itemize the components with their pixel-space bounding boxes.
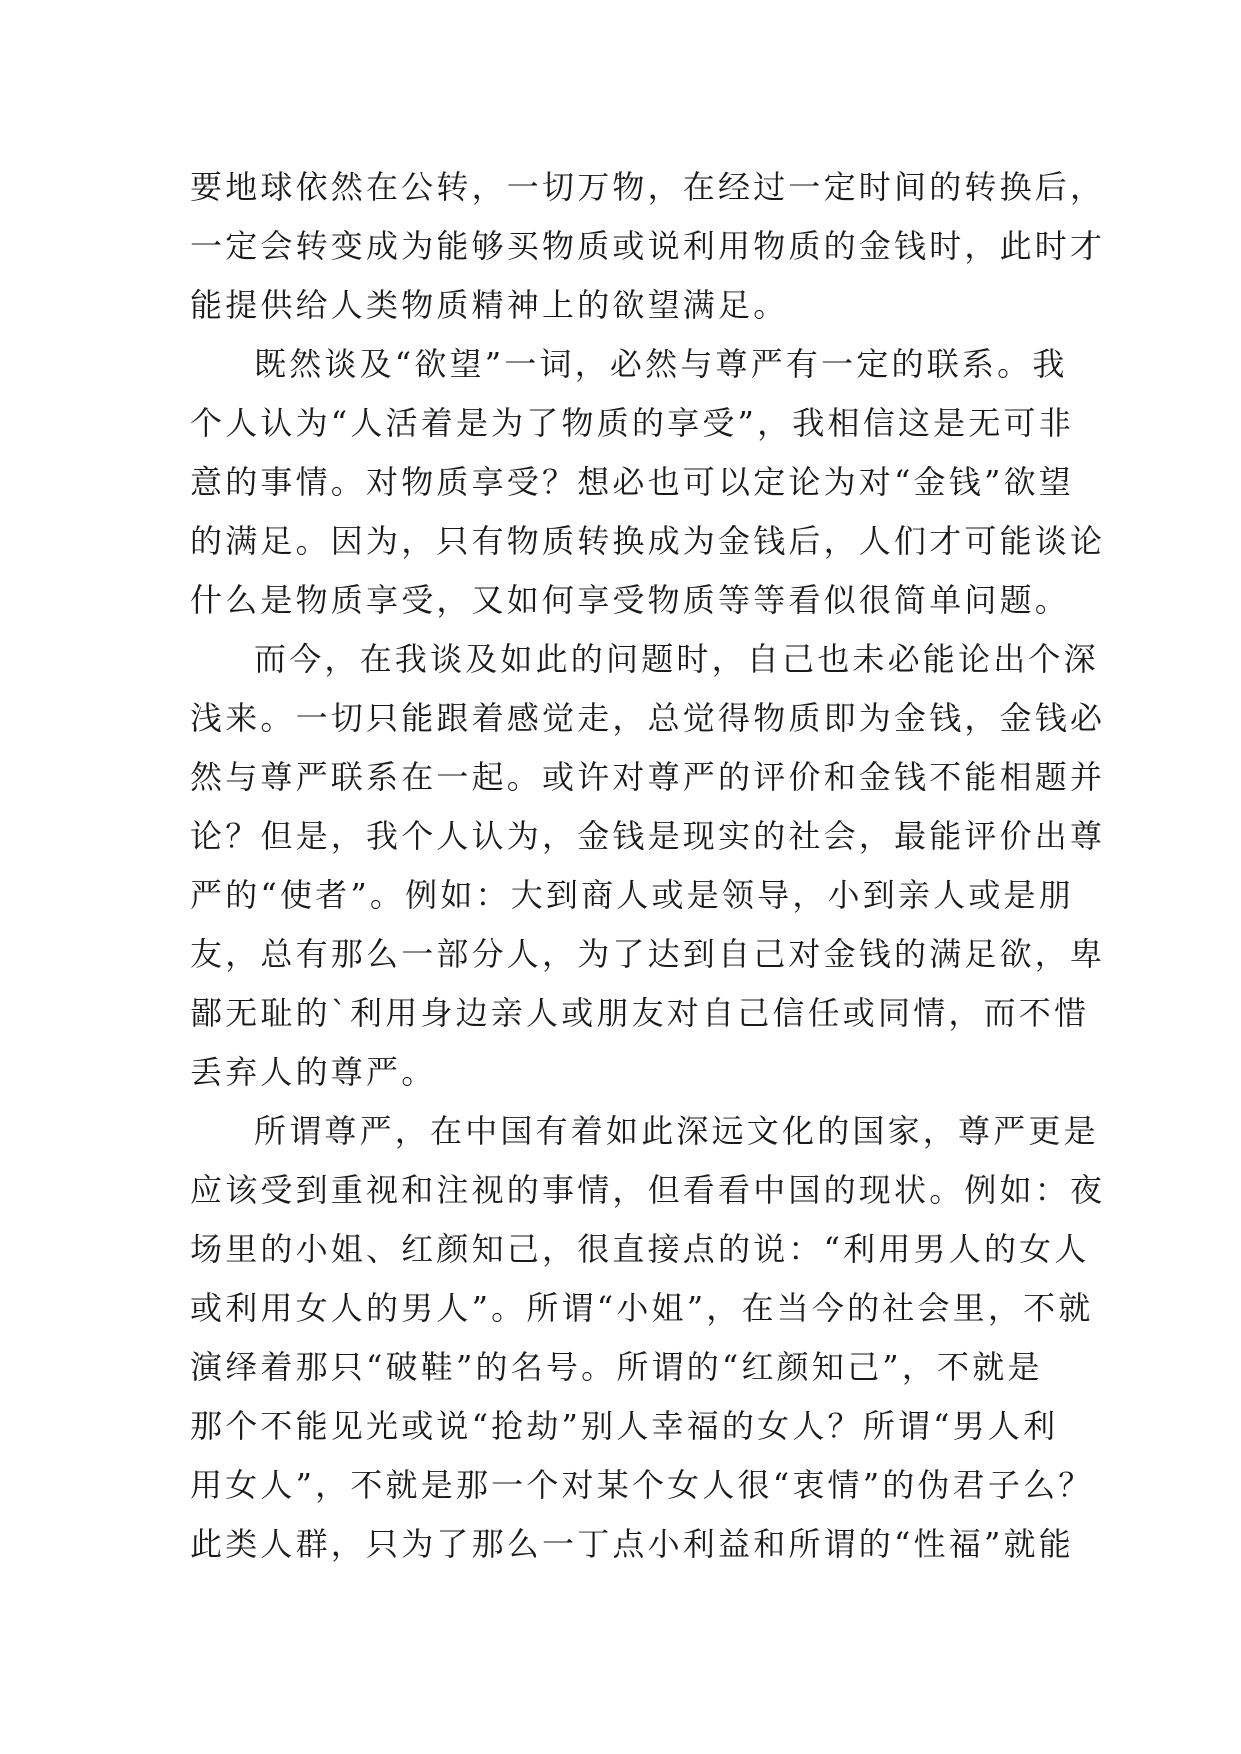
- text-line: 什么是物质享受，又如何享受物质等等看似很简单问题。: [190, 581, 1071, 619]
- text-line: 要地球依然在公转，一切万物，在经过一定时间的转换后，: [190, 168, 1106, 206]
- text-line: 严的“使者”。例如：大到商人或是领导，小到亲人或是朋: [190, 876, 1074, 914]
- text-line: 意的事情。对物质享受？想必也可以定论为对“金钱”欲望: [190, 463, 1074, 501]
- text-line: 用女人”，不就是那一个对某个女人很“衷情”的伪君子么？: [190, 1466, 1094, 1504]
- text-line: 那个不能见光或说“抢劫”别人幸福的女人？所谓“男人利: [190, 1407, 1059, 1445]
- text-line: 此类人群，只为了那么一丁点小利益和所谓的“性福”就能: [190, 1525, 1074, 1563]
- text-line: 友，总有那么一部分人，为了达到自己对金钱的满足欲，卑: [190, 935, 1106, 973]
- text-line: 浅来。一切只能跟着感觉走，总觉得物质即为金钱，金钱必: [190, 699, 1106, 737]
- text-line: 场里的小姐、红颜知己，很直接点的说：“利用男人的女人: [190, 1230, 1090, 1268]
- text-line: 个人认为“人活着是为了物质的享受”，我相信这是无可非: [190, 404, 1074, 442]
- paragraph-first-line: 而今，在我谈及如此的问题时，自己也未必能论出个深: [254, 640, 1099, 678]
- document-body: [190, 158, 1106, 1574]
- text-line: 鄙无耻的`利用身边亲人或朋友对自己信任或同情，而不惜: [190, 994, 1090, 1032]
- text-line: 能提供给人类物质精神上的欲望满足。: [190, 286, 789, 324]
- paragraph-first-line: 既然谈及“欲望”一词，必然与尊严有一定的联系。我: [254, 345, 1068, 383]
- text-line: 的满足。因为，只有物质转换成为金钱后，人们才可能谈论: [190, 522, 1106, 560]
- text-line: 一定会转变成为能够买物质或说利用物质的金钱时，此时才: [190, 227, 1106, 265]
- text-line: 演绎着那只“破鞋”的名号。所谓的“红颜知己”，不就是: [190, 1348, 1043, 1386]
- text-line: 论？但是，我个人认为，金钱是现实的社会，最能评价出尊: [190, 817, 1106, 855]
- text-line: 应该受到重视和注视的事情，但看看中国的现状。例如：夜: [190, 1171, 1106, 1209]
- text-line: 丢弃人的尊严。: [190, 1053, 437, 1091]
- text-line: 然与尊严联系在一起。或许对尊严的评价和金钱不能相题并: [190, 758, 1106, 796]
- text-line: 或利用女人的男人”。所谓“小姐”，在当今的社会里，不就: [190, 1289, 1094, 1327]
- paragraph-first-line: 所谓尊严，在中国有着如此深远文化的国家，尊严更是: [254, 1112, 1099, 1150]
